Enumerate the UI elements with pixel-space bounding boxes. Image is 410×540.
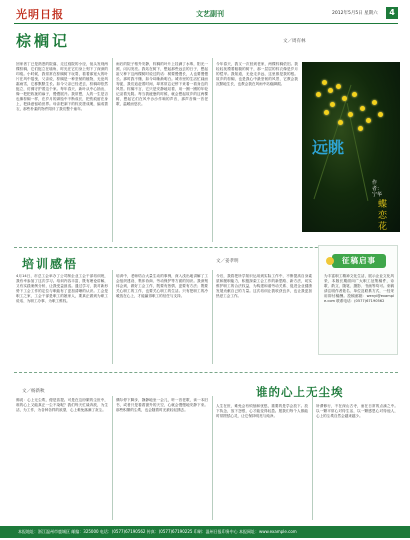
article-author-palm: 文／周有林 (283, 39, 306, 44)
article2-body-col3: 今后，我将把所学知识运用到实际工作中，不断提高自身素质和履职能力，积极探索工会工作的新思路、新方法，切实维护职工的合法权益，为构建和谐劳动关系、促进企业健康发展贡献自己的力量。这次培训让我收获良多，也让我更加热爱工会工作。 (216, 274, 312, 298)
article3-body-col2: 偶尔停下脚步，静静地坐一会儿，听一首老歌，读一本旧书，或者只是看看窗外的天空，心就会慢慢地安静下来。那些积攒的尘埃，也会随着时光被轻轻拂去。 (116, 398, 208, 412)
footer-bar: 本报地址：浙江温州市鹿城区 邮编：325000 电话：(0577)67190562 传真：(0577)67190225 印刷：温州日报印务中心 本报网址：www.example.com (0, 526, 410, 538)
photo-author: 作者：宁华 (372, 180, 383, 198)
article-body-col2: 雨后的院子格外安静，棕榈的叶片上挂满了水珠，阳光一照，闪闪发亮。我站在树下，想起那些远去的日子，想起祖父种下这两棵树时说过的话：树要慢慢长，人也要慢慢长。那时我不懂，如今却渐渐明白。城市里的生活忙碌而匆促，我们追赶着时间，却常常忘记停下来看一看身边的风景。棕榈不言，它只是安静地站着，用一圈一圈的年轮记录着光阴。每当我疲惫的时候，就会想起故乡的这两棵树，想起它们在风中沙沙作响的声音，那声音像一首老歌，温暖而悠长。 (116, 62, 208, 106)
masthead (14, 6, 398, 24)
issue-date: 2012年5月5日 星期六 (332, 11, 378, 16)
call-for-submissions-text: 为丰富职工精神文化生活，展示企业文化风采，本版长期面向广大职工征集稿件，诗歌、散文、随笔、摄影、书画等均可。来稿请注明作者姓名、单位及联系方式，一经采用即付稿酬。投稿邮箱：wenyi@example.com 联系电话：(0577)67190562 (324, 274, 394, 303)
article-author-dust: 文／杨新秋 (22, 389, 45, 394)
article3-body-col3: 人生在世，难免会有烦恼和忧愁，重要的是学会放下。放下执念，放下怨恨，心才能变得轻盈。愿我们每个人都能时常擦拭心灵，让它保持明亮与纯净。 (216, 404, 308, 418)
column-divider (112, 270, 113, 364)
section-title: 文艺副刊 (196, 10, 224, 18)
column-divider (312, 396, 313, 520)
column-divider (212, 58, 213, 242)
column-divider (212, 396, 213, 520)
photo-caption-subtitle: 蝶恋花 (378, 200, 388, 232)
article2-body-col2: 培训中，老师结合大量生动的事例，深入浅出地讲解了工会组织建设、集体协商、劳动保护等方面的知识。我深刻体会到，做好工会工作，既要有热情，更要有方法；既要关心职工的工作，也要关心职工的生活。只有把职工的冷暖放在心上，才能赢得职工的信任与支持。 (116, 274, 208, 298)
article2-body-col1: 4月14日，市总工会举办了公司制企业工会干部培训班，我有幸参加了这次学习。培训内容丰富，既有理论讲解，又有实践案例分析，让我受益匪浅。通过学习，我对新形势下工会工作的定位与职能有了更加清晰的认识。工会是职工之家，工会干部是职工的娘家人，要真正做到为职工说话、为职工办事、为职工维权。 (16, 274, 108, 303)
newspaper-logo: 光明日报 (16, 8, 64, 21)
page-number: 4 (386, 7, 398, 19)
article-title-palm: 棕榈记 (16, 32, 71, 50)
photo-caption-title: 远眺 (312, 138, 345, 157)
column-divider (112, 396, 113, 520)
article-title-training: 培训感悟 (22, 257, 79, 271)
article-title-dust: 谁的心上无尘埃 (256, 385, 344, 399)
article-author-training: 文／姜孝明 (216, 259, 239, 264)
article-body-col1: 回家者丁已是熟悉的院落，走过庭院的小径，低头发现两棵棕榈，它们挺立在墙角，时光在它们身上刻下了深深的印痕。小时候，我常常在棕榈树下玩耍，看着那宽大的叶片在风中摇曳，父亲说，棕榈是一种坚韧的植物，无论风霜雨雪，它都默默生长。如今父亲已经老去，棕榈却依然挺立，仿佛守护着这个家。每年春天，新叶从中心抽出，像一把把收拢的扇子，慢慢展开。我常想，人的一生是否也像棕榈一样，在岁月的剥蚀中不断成长，把伤痕留在身上，把绿意留给世界。母亲把剥下的棕皮搓成绳，编成蓑衣，那些朴素的物件陪伴了我们整个童年。 (16, 62, 108, 111)
section-divider (14, 372, 398, 373)
article-body-col3: 今年春天，我又一次回到老家，两棵棕榈依旧。我轻轻抚摸着粗糙的树干，那一层层的棕衣像是岁月的铠甲。我知道，无论走多远，这里都是我的根。故乡的棕榈，也是我心中最坚韧的风景，它教会我沉默地生长，也教会我在风雨中站稳脚跟。 (216, 62, 298, 86)
article3-body-col1: 佛说：心上无尘埃，便是菩提。可是在这纷繁的尘世中，谁的心上又能真正一尘不染呢？我们每天忙碌奔波，为生活，为工作，为各种各样的欲望，心上难免落满了灰尘。 (16, 398, 108, 412)
article3-body-col4: 所谓修行，不在深山古寺，而在日常的点滴之中。以一颗平常心对待生活，以一颗感恩心对待他人，心上的尘埃自然会越来越少。 (316, 404, 398, 418)
column-divider (212, 270, 213, 364)
column-divider (112, 58, 113, 242)
call-for-submissions-heading: 征稿启事 (332, 254, 386, 268)
